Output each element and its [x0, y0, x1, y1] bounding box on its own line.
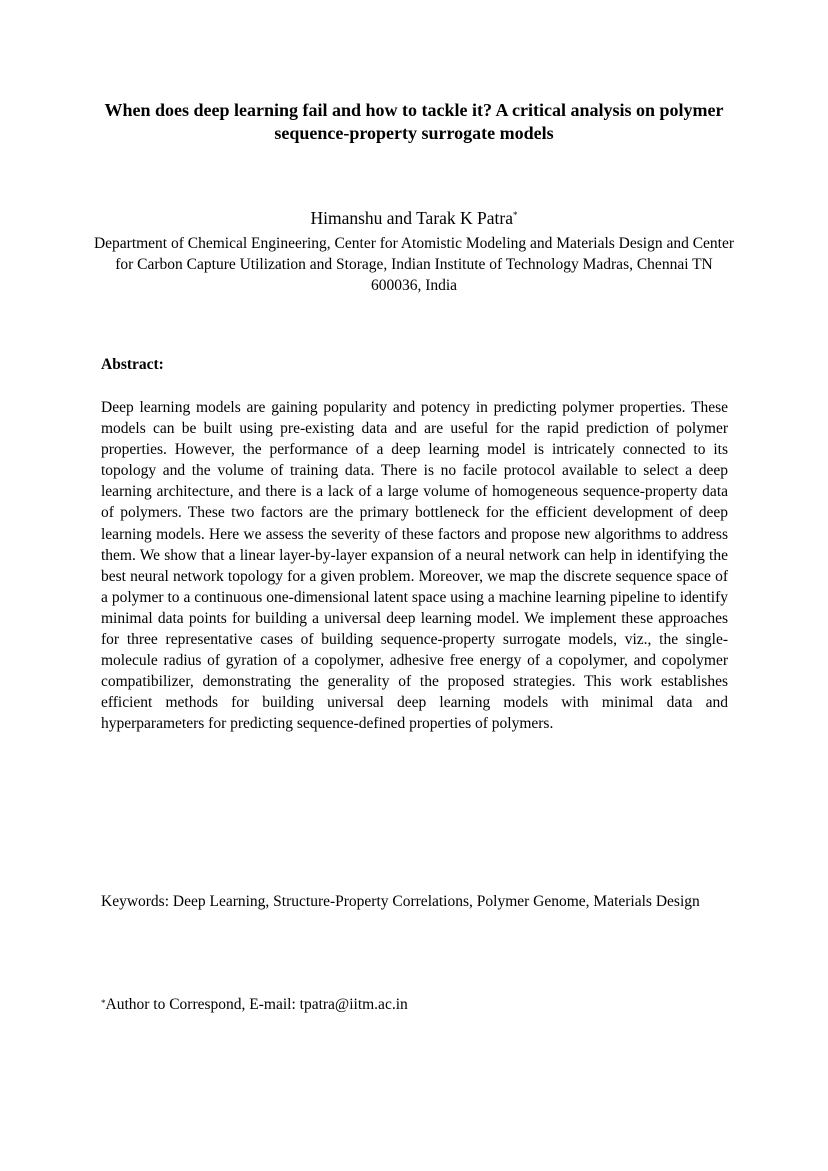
correspondence-footnote — [101, 995, 408, 1015]
author-names: Himanshu and Tarak K Patra — [310, 208, 514, 228]
abstract-heading: Abstract: — [101, 356, 164, 373]
affiliation: Department of Chemical Engineering, Center for Atomistic Modeling and Materials Design and Center for Carbon Capture Utilization and Storage, Indian Institute of Technology Madras, Chennai TN 600036, India — [93, 235, 735, 294]
corresponding-author-mark: * — [513, 210, 518, 220]
keywords: Keywords: Deep Learning, Structure-Property Correlations, Polymer Genome, Materials Design — [101, 893, 700, 910]
abstract-body: Deep learning models are gaining popularity and potency in predicting polymer properties. These models can be built using pre-existing data and are useful for the rapid prediction of polymer properties. However, the performance of a deep learning model is intricately connected to its topology and the volume of training data. There is no facile protocol available to select a deep learning architecture, and there is a lack of a large volume of homogeneous sequence-property data of polymers. These two factors are the primary bottleneck for the efficient development of deep learning models. Here we assess the severity of these factors and propose new algorithms to address them. We show that a linear layer-by-layer expansion of a neural network can help in identifying the best neural network topology for a given problem. Moreover, we map the discrete sequence space of a polymer to a continuous one-dimensional latent space using a machine learning pipeline to identify minimal data points for building a universal deep learning model. We implement these approaches for three representative cases of building sequence-property surrogate models, viz., the single-molecule radius of gyration of a copolymer, adhesive free energy of a copolymer, and copolymer compatibilizer, demonstrating the generality of the proposed strategies. This work establishes efficient methods for building universal deep learning models with minimal data and hyperparameters for predicting sequence-defined properties of polymers. — [101, 399, 728, 733]
paper-title: When does deep learning fail and how to tackle it? A critical analysis on polymer sequence-property surrogate models — [104, 100, 724, 143]
footnote-text: Author to Correspond, E-mail: tpatra@iitm.ac.in — [105, 996, 408, 1013]
footnote-mark: * — [101, 998, 106, 1008]
author-line — [80, 207, 748, 229]
